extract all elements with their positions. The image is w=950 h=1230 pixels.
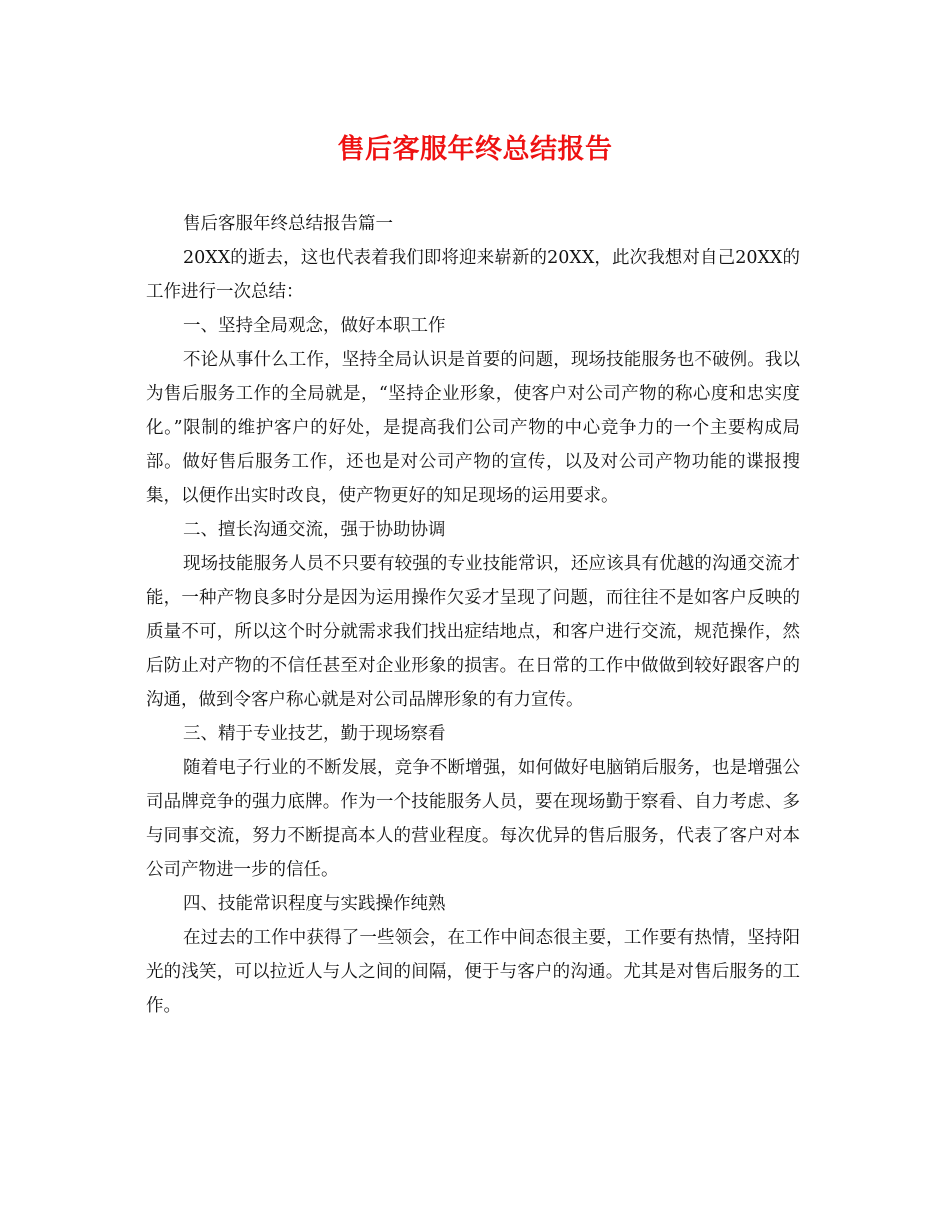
section-heading-4: 四、技能常识程度与实践操作纯熟: [183, 894, 446, 914]
section-heading-2: 二、擅长沟通交流，强于协助协调: [183, 520, 446, 540]
paragraph-section-2: 现场技能服务人员不只要有较强的专业技能常识，还应该具有优越的沟通交流才能，一种产物良多时分是因为运用操作欠妥才呈现了问题，而往往不是如客户反映的质量不可，所以这个时分就需求我们找出症结地点，和客户进行交流，规范操作，然后防止对产物的不信任甚至对企业形象的损害。在日常的工作中做做到较好跟客户的沟通，做到令客户称心就是对公司品牌形象的有力宣传。: [146, 554, 800, 710]
paragraph-section-3: 随着电子行业的不断发展，竞争不断增强，如何做好电脑销后服务，也是增强公司品牌竞争的强力底牌。作为一个技能服务人员，要在现场勤于察看、自力考虑、多与同事交流，努力不断提高本人的营业程度。每次优异的售后服务，代表了客户对本公司产物进一步的信任。: [146, 758, 800, 880]
paragraph-section-1: 不论从事什么工作，坚持全局认识是首要的问题，现场技能服务也不破例。我以为售后服务工作的全局就是，“坚持企业形象，使客户对公司产物的称心度和忠实度化。”限制的维护客户的好处，是提高我们公司产物的中心竞争力的一个主要构成局部。做好售后服务工作，还也是对公司产物的宣传，以及对公司产物功能的谍报搜集，以便作出实时改良，使产物更好的知足现场的运用要求。: [146, 350, 800, 506]
paragraph-opening: 20XX的逝去，这也代表着我们即将迎来崭新的20XX，此次我想对自己20XX的工作进行一次总结：: [146, 248, 800, 302]
document-body: [146, 207, 800, 1023]
section-heading-intro: 售后客服年终总结报告篇一: [183, 214, 393, 234]
section-heading-3: 三、精于专业技艺，勤于现场察看: [183, 724, 446, 744]
paragraph-section-4: 在过去的工作中获得了一些领会，在工作中间态很主要，工作要有热情，坚持阳光的浅笑，可以拉近人与人之间的间隔，便于与客户的沟通。尤其是对售后服务的工作。: [146, 928, 800, 1016]
section-heading-1: 一、坚持全局观念，做好本职工作: [183, 316, 446, 336]
document-title: 售后客服年终总结报告: [337, 134, 613, 165]
